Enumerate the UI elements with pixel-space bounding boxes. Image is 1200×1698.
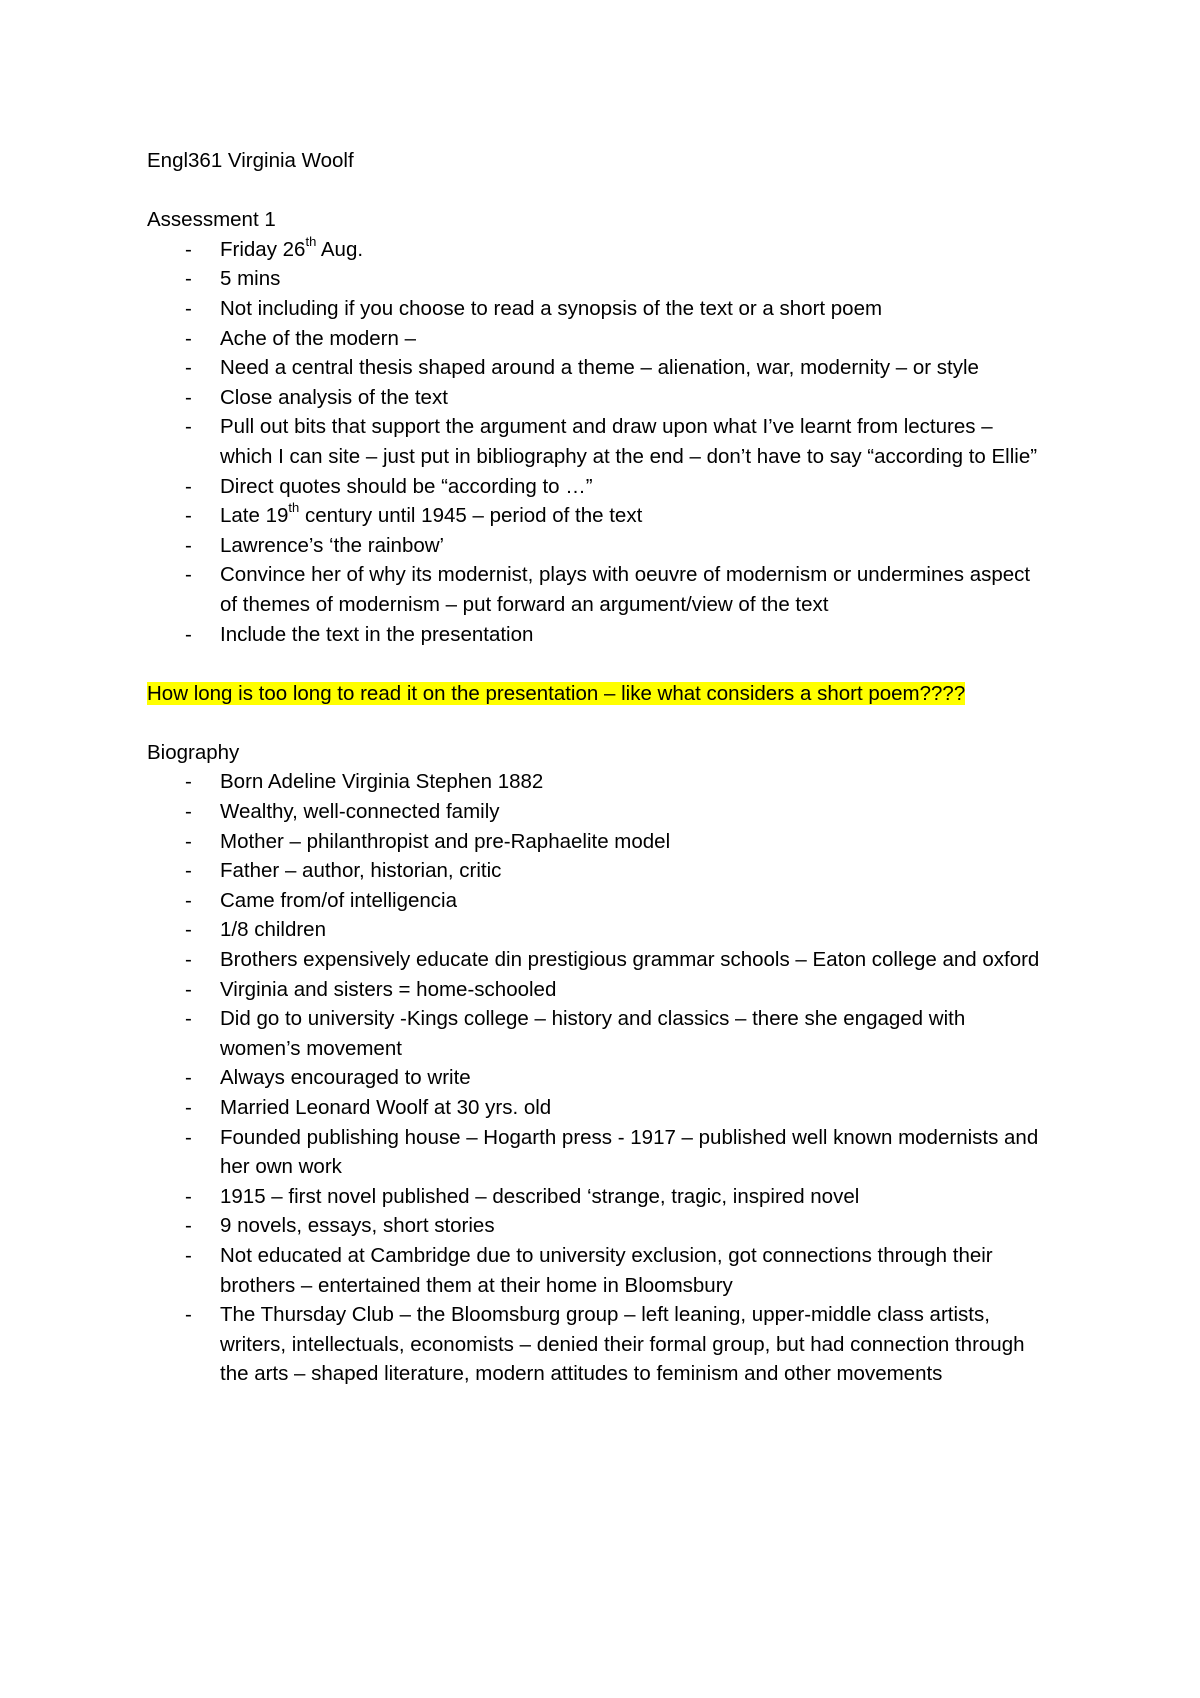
assessment-heading: Assessment 1 <box>147 208 276 232</box>
bullet-dash: - <box>185 533 192 557</box>
list-item-text: 5 mins <box>220 267 281 291</box>
list-item-text: Did go to university -Kings college – history and classics – there she engaged with women’s movement <box>220 1007 966 1060</box>
list-item-text: Always encouraged to write <box>220 1066 471 1090</box>
list-item-text: 1915 – first novel published – described ‘strange, tragic, inspired novel <box>220 1184 860 1208</box>
list-item <box>147 1241 1050 1300</box>
bullet-dash: - <box>185 296 192 320</box>
list-item <box>147 531 1050 561</box>
list-item-text: Need a central thesis shaped around a theme – alienation, war, modernity – or style <box>220 356 979 380</box>
list-item-text: Virginia and sisters = home-schooled <box>220 977 557 1001</box>
list-item-text: Came from/of intelligencia <box>220 888 457 912</box>
list-item-text: Ache of the modern – <box>220 326 417 350</box>
bullet-dash: - <box>185 267 192 291</box>
bullet-dash: - <box>185 1125 192 1149</box>
highlighted-question-text: How long is too long to read it on the presentation – like what considers a short poem???? <box>147 681 966 705</box>
list-item-text: Wealthy, well-connected family <box>220 800 500 824</box>
list-item <box>147 560 1050 619</box>
bullet-dash: - <box>185 800 192 824</box>
list-item-text: Late 19 <box>220 504 289 528</box>
bullet-dash: - <box>185 1096 192 1119</box>
bullet-dash: - <box>185 326 192 350</box>
list-item-text: Born Adeline Virginia Stephen 1882 <box>220 770 544 794</box>
list-item-text: Married Leonard Woolf at 30 yrs. old <box>220 1096 552 1119</box>
list-item-text: Pull out bits that support the argument and draw upon what I’ve learnt from lectures – which I can site – just put in bibliography at the end – don’t have to say “according to Ellie” <box>220 415 1038 468</box>
bullet-dash: - <box>185 563 192 587</box>
list-item-text-cont: century until 1945 – period of the text <box>299 504 643 528</box>
bullet-dash: - <box>185 977 192 1001</box>
bullet-dash: - <box>185 948 192 972</box>
list-item-text: Founded publishing house – Hogarth press - 1917 – published well known modernists and her own work <box>220 1125 1039 1179</box>
list-item-text: Lawrence’s ‘the rainbow’ <box>220 533 445 557</box>
list-item <box>147 294 1050 324</box>
bullet-dash: - <box>185 622 192 646</box>
bullet-dash: - <box>185 1214 192 1238</box>
superscript: th <box>305 233 317 249</box>
superscript: th <box>288 500 300 516</box>
list-item <box>147 1063 1050 1093</box>
biography-heading: Biography <box>147 740 240 764</box>
bullet-dash: - <box>185 829 192 853</box>
list-item <box>147 856 1050 886</box>
bullet-dash: - <box>185 888 192 912</box>
list-item-text: Not educated at Cambridge due to university exclusion, got connections through their brothers – entertained them at their home in Bloomsbury <box>220 1243 993 1297</box>
list-item <box>147 324 1050 354</box>
list-item <box>147 1300 1050 1389</box>
bullet-dash: - <box>185 237 192 261</box>
bullet-dash: - <box>185 474 192 498</box>
bullet-dash: - <box>185 859 192 883</box>
list-item-text: Close analysis of the text <box>220 385 448 409</box>
list-item-text: Brothers expensively educate din prestigious grammar schools – Eaton college and oxford <box>220 948 1040 972</box>
list-item-text: Include the text in the presentation <box>220 622 534 646</box>
list-item-text: Friday 26 <box>220 237 306 261</box>
highlighted-question <box>147 679 1050 709</box>
biography-list <box>147 767 1050 1388</box>
list-item <box>147 383 1050 413</box>
bullet-dash: - <box>185 918 192 942</box>
list-item-text-cont: Aug. <box>316 237 364 261</box>
list-item-text: Direct quotes should be “according to …” <box>220 474 593 498</box>
list-item <box>147 235 1050 265</box>
list-item <box>147 797 1050 827</box>
list-item <box>147 1211 1050 1241</box>
document-title: Engl361 Virginia Woolf <box>147 149 354 172</box>
bullet-dash: - <box>185 1243 192 1267</box>
list-item <box>147 264 1050 294</box>
list-item <box>147 915 1050 945</box>
list-item-text: Not including if you choose to read a synopsis of the text or a short poem <box>220 296 883 320</box>
bullet-dash: - <box>185 504 192 528</box>
bullet-dash: - <box>185 385 192 409</box>
bullet-dash: - <box>185 1066 192 1090</box>
list-item-text: 1/8 children <box>220 918 326 942</box>
list-item <box>147 1123 1050 1182</box>
list-item <box>147 975 1050 1005</box>
list-item-text: The Thursday Club – the Bloomsburg group – left leaning, upper-middle class artists, writers, intellectuals, economists – denied their formal group, but had connection through the arts – shaped literature, modern attitudes to feminism and other movements <box>220 1303 1025 1386</box>
list-item <box>147 353 1050 383</box>
bullet-dash: - <box>185 415 192 439</box>
list-item-text: 9 novels, essays, short stories <box>220 1214 495 1238</box>
bullet-dash: - <box>185 770 192 794</box>
list-item <box>147 1182 1050 1212</box>
assessment-list <box>147 235 1050 649</box>
list-item-text: Mother – philanthropist and pre-Raphaelite model <box>220 829 671 853</box>
list-item-text: Convince her of why its modernist, plays with oeuvre of modernism or undermines aspect of themes of modernism – put forward an argument/view of the text <box>220 563 1031 616</box>
bullet-dash: - <box>185 1303 192 1327</box>
list-item <box>147 767 1050 797</box>
bullet-dash: - <box>185 1184 192 1208</box>
list-item <box>147 827 1050 857</box>
list-item <box>147 886 1050 916</box>
list-item <box>147 945 1050 975</box>
bullet-dash: - <box>185 1007 192 1031</box>
list-item <box>147 1093 1050 1123</box>
list-item-text: Father – author, historian, critic <box>220 859 502 883</box>
list-item <box>147 620 1050 650</box>
list-item <box>147 501 1050 531</box>
list-item <box>147 472 1050 502</box>
list-item <box>147 1004 1050 1063</box>
list-item <box>147 412 1050 471</box>
bullet-dash: - <box>185 356 192 380</box>
